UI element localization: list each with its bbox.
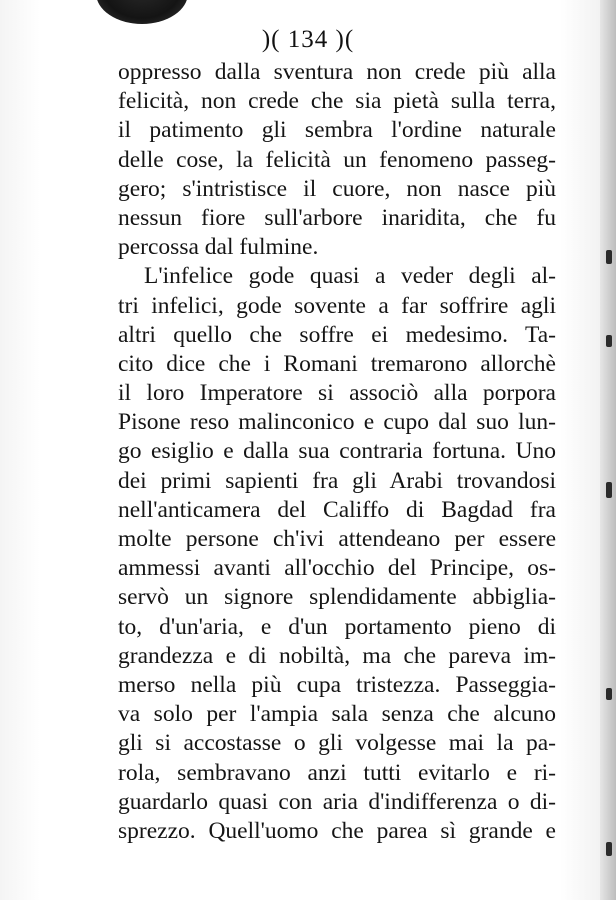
- text-line: delle cose, la felicità un fenomeno passeg-: [118, 146, 556, 173]
- text-line: rola, sembravano anzi tutti evitarlo e ri-: [118, 759, 556, 786]
- text-line: gli si accostasse o gli volgesse mai la pa-: [118, 730, 556, 757]
- text-line: guardarlo quasi con aria d'indifferenza o di-: [118, 788, 556, 815]
- text-line: grandezza e di nobiltà, ma che pareva im-: [118, 642, 556, 669]
- text-line: L'infelice gode quasi a veder degli al-: [144, 263, 556, 290]
- text-line: to, d'un'aria, e d'un portamento pieno di: [118, 613, 556, 640]
- text-line: altri quello che soffre ei medesimo. Ta-: [118, 321, 556, 348]
- edge-ink-mark: [606, 335, 612, 347]
- body-text: [118, 58, 556, 846]
- text-line: felicità, non crede che sia pietà sulla terra,: [118, 88, 556, 115]
- text-line: merso nella più cupa tristezza. Passeggia-: [118, 671, 556, 698]
- edge-ink-mark: [606, 688, 612, 700]
- text-line: go esiglio e dalla sua contraria fortuna. Uno: [118, 438, 556, 465]
- text-line: Pisone reso malinconico e cupo dal suo lun-: [118, 409, 556, 436]
- page-edge: [600, 0, 616, 900]
- text-line: dei primi sapienti fra gli Arabi trovandosi: [118, 467, 556, 494]
- edge-ink-mark: [606, 842, 612, 856]
- binding-hole-mark: [96, 0, 188, 24]
- text-line: molte persone ch'ivi attendeano per essere: [118, 526, 556, 552]
- edge-ink-mark: [606, 250, 612, 264]
- text-line: percossa dal fulmine.: [118, 234, 319, 261]
- text-line: tri infelici, gode sovente a far soffrire agli: [118, 292, 556, 319]
- edge-ink-mark: [606, 482, 612, 498]
- page-number: )( 134 )(: [261, 26, 355, 53]
- text-line: nessun fiore sull'arbore inaridita, che fu: [118, 204, 556, 231]
- text-line: nell'anticamera del Califfo di Bagdad fra: [118, 496, 556, 523]
- text-line: servò un signore splendidamente abbiglia-: [118, 584, 556, 611]
- text-line: cito dice che i Romani tremarono allorchè: [118, 350, 556, 377]
- text-line: va solo per l'ampia sala senza che alcuno: [118, 701, 556, 728]
- text-line: oppresso dalla sventura non crede più alla: [118, 59, 556, 85]
- text-line: il loro Imperatore si associò alla porpora: [118, 380, 556, 407]
- text-line: gero; s'intristisce il cuore, non nasce più: [118, 175, 556, 202]
- text-line: ammessi avanti all'occhio del Principe, os-: [118, 555, 556, 582]
- paragraph: [118, 58, 556, 262]
- text-line: il patimento gli sembra l'ordine naturale: [118, 117, 556, 144]
- text-line: sprezzo. Quell'uomo che parea sì grande e: [118, 817, 556, 844]
- paragraph: [118, 262, 556, 846]
